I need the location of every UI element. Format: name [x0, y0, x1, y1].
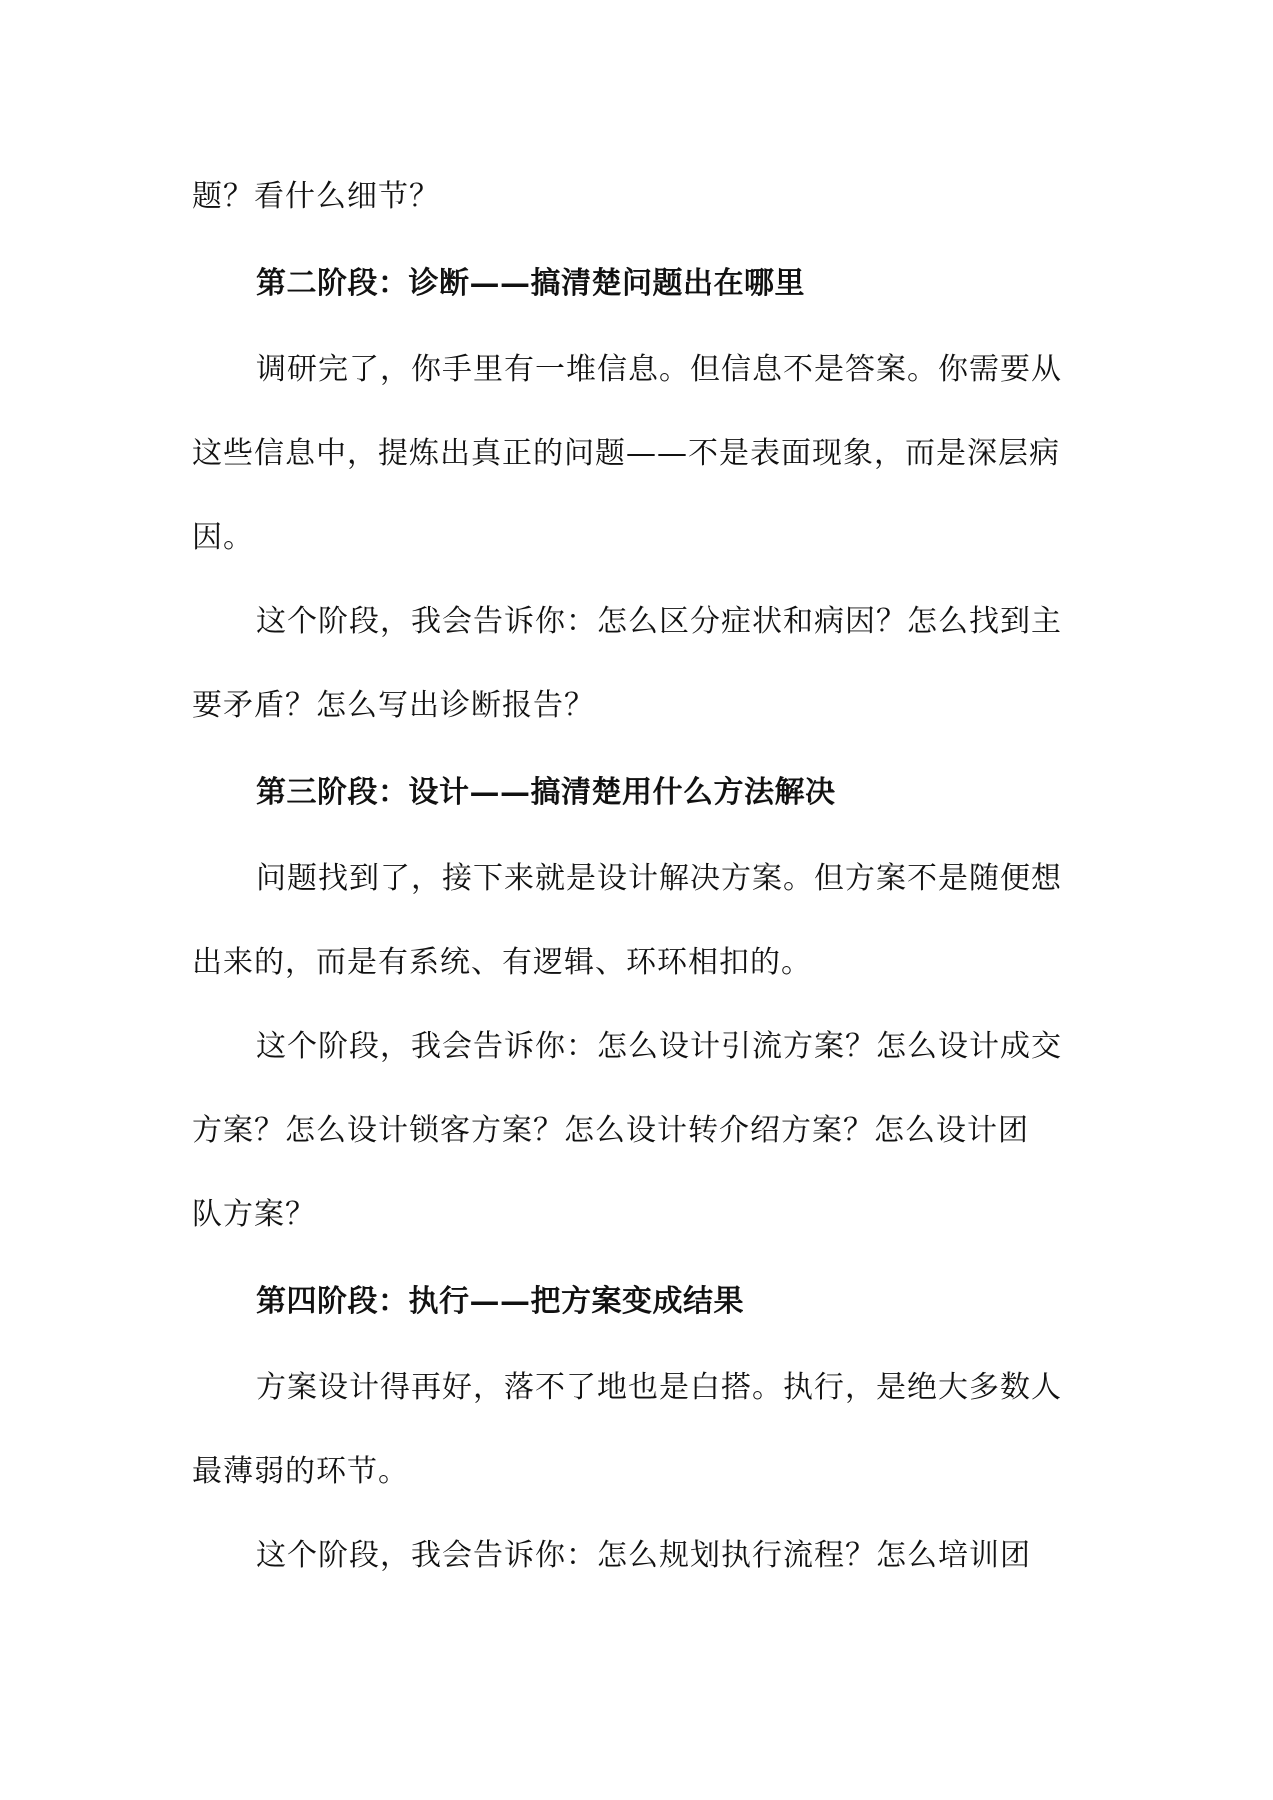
paragraph-line: 方案设计得再好，落不了地也是白搭。执行，是绝大多数人: [256, 1370, 1062, 1405]
paragraph-line: 问题找到了，接下来就是设计解决方案。但方案不是随便想: [256, 861, 1062, 896]
paragraph-line: 这些信息中，提炼出真正的问题——不是表面现象，而是深层病: [192, 436, 1060, 471]
paragraph-line: 这个阶段，我会告诉你：怎么区分症状和病因？怎么找到主: [256, 604, 1062, 639]
paragraph-line: 题？看什么细节？: [192, 179, 440, 214]
section-heading-stage-three: 第三阶段：设计——搞清楚用什么方法解决: [256, 775, 836, 810]
paragraph-line: 队方案？: [192, 1197, 316, 1232]
paragraph-line: 要矛盾？怎么写出诊断报告？: [192, 688, 595, 723]
paragraph-line: 这个阶段，我会告诉你：怎么设计引流方案？怎么设计成交: [256, 1029, 1062, 1064]
paragraph-line: 调研完了，你手里有一堆信息。但信息不是答案。你需要从: [256, 352, 1062, 387]
paragraph-line: 出来的，而是有系统、有逻辑、环环相扣的。: [192, 945, 812, 980]
paragraph-line: 这个阶段，我会告诉你：怎么规划执行流程？怎么培训团: [256, 1538, 1031, 1573]
paragraph-line: 因。: [192, 520, 254, 555]
section-heading-stage-four: 第四阶段：执行——把方案变成结果: [256, 1284, 744, 1319]
paragraph-line: 方案？怎么设计锁客方案？怎么设计转介绍方案？怎么设计团: [192, 1113, 1029, 1148]
section-heading-stage-two: 第二阶段：诊断——搞清楚问题出在哪里: [256, 266, 805, 301]
paragraph-line: 最薄弱的环节。: [192, 1454, 409, 1489]
